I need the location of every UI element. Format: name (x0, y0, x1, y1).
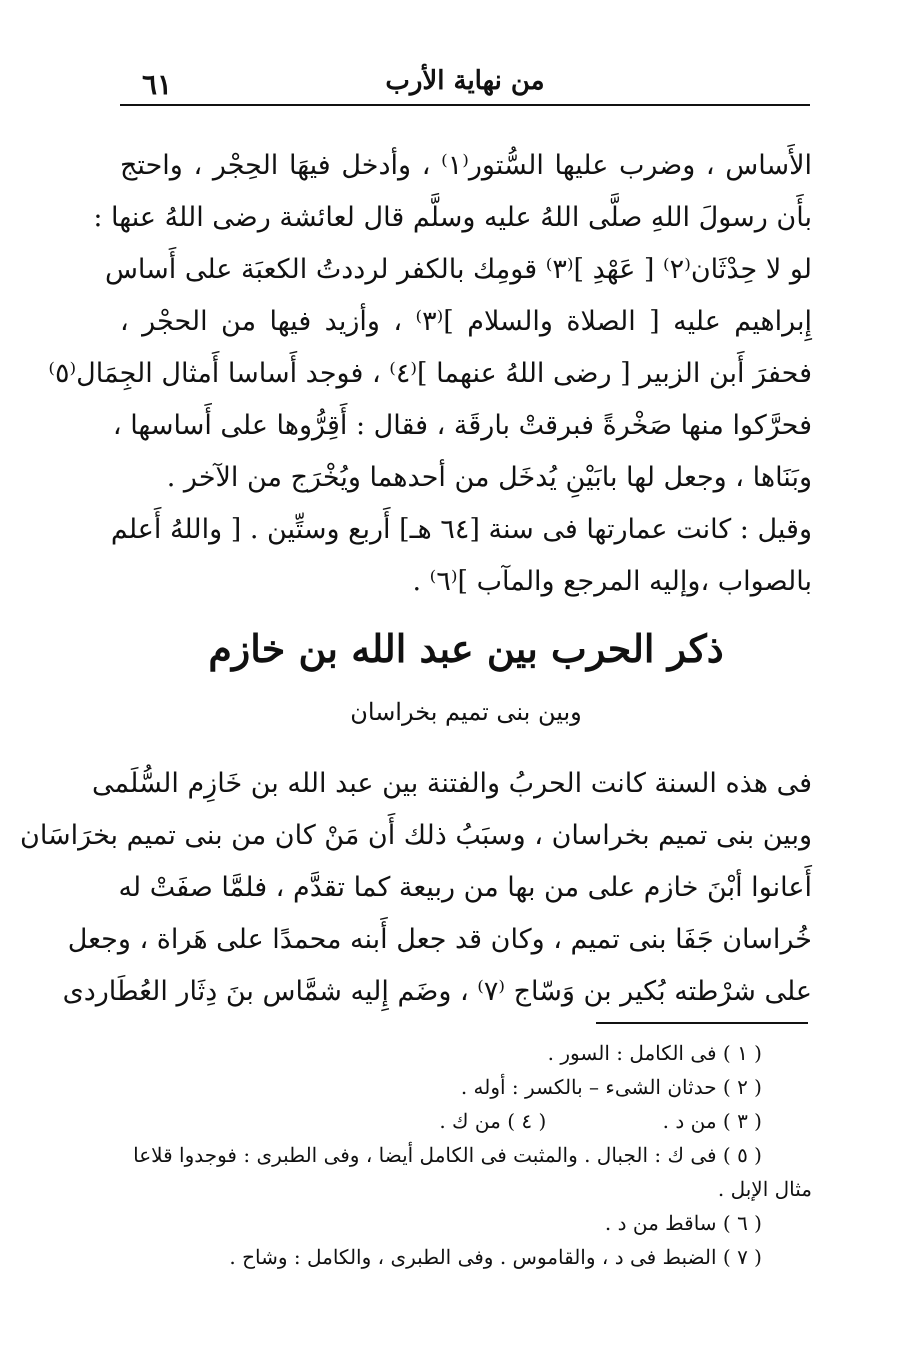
footnote-5-continuation: مثال الإبل . (717, 1177, 812, 1201)
footnote-divider (596, 1022, 808, 1024)
text-line: وقيل : كانت عمارتها فى سنة [٦٤ هـ] أَربع وستِّين . [ واللهُ أَعلم (110, 514, 812, 545)
page-header (120, 64, 810, 106)
text-line: فحفرَ أَبن الزبير [ رضى اللهُ عنهما ]⁽٤⁾ ، فوجد أَساسا أَمثال الجِمَال⁽٥⁾ (48, 358, 812, 389)
paragraph-khurasan-war (20, 758, 812, 1018)
text-line: إِبراهيم عليه [ الصلاة والسلام ]⁽٣⁾ ، وأزيد فيها من الحجْر ، (120, 306, 812, 337)
footnote-3-4 (120, 1104, 812, 1138)
text-line: أَعانوا أبْنَ خازم على من بها من ربيعة كما تقدَّم ، فلمَّا صفَتْ له (118, 872, 812, 903)
footnotes (120, 1036, 812, 1274)
footnote-1: ( ١ ) فى الكامل : السور . (547, 1041, 762, 1065)
text-line: وبين بنى تميم بخراسان ، وسبَبُ ذلك أَن مَنْ كان من بنى تميم بخرَاسَان (20, 820, 812, 851)
section-heading: ذكر الحرب بين عبد الله بن خازم (208, 626, 724, 671)
footnote-2: ( ٢ ) حدثان الشىء – بالكسر : أوله . (460, 1075, 762, 1099)
text-line: بالصواب ،وإليه المرجع والمآب ]⁽٦⁾ . (412, 566, 812, 597)
text-line: على شرْطته بُكير بن وَسّاج ⁽٧⁾ ، وضَم إِليه شمَّاس بنَ دِثَار العُطَاردى (62, 976, 812, 1007)
text-line: الأَساس ، وضرب عليها السُّتور⁽١⁾ ، وأدخل فيهَا الحِجْر ، واحتج (120, 150, 813, 181)
text-line: وبَنَاها ، وجعل لها بابَيْنِ يُدخَل من أحدهما ويُخْرَج من الآخر . (166, 462, 812, 493)
page-number: ٦١ (142, 68, 173, 101)
text-line: خُراسان جَفَا بنى تميم ، وكان قد جعل أَبنه محمدًا على هَراة ، وجعل (67, 924, 812, 955)
footnote-6: ( ٦ ) ساقط من د . (604, 1211, 762, 1235)
text-line: فحرَّكوا منها صَخْرةً فبرقتْ بارقَة ، فقال : أَقِرُّوها على أَساسها ، (112, 410, 812, 441)
footnote-5: ( ٥ ) فى ك : الجبال . والمثبت فى الكامل أيضا ، وفى الطبرى : فوجدوا قلاعا (133, 1143, 762, 1167)
running-title: من نهاية الأرب (385, 66, 545, 96)
footnote-4: ( ٤ ) من ك . (439, 1109, 547, 1133)
text-line: لو لا حِدْثَان⁽٢⁾ [ عَهْدِ ]⁽٣⁾ قومِك بالكفر لرددتُ الكعبَة على أَساس (104, 254, 812, 285)
section-subheading: وبين بنى تميم بخراسان (350, 698, 582, 726)
paragraph-kaaba-rebuilding (48, 140, 813, 608)
text-line: فى هذه السنة كانت الحربُ والفتنة بين عبد الله بن خَازِم السُّلَمى (92, 768, 812, 799)
footnote-3: ( ٣ ) من د . (662, 1109, 762, 1133)
text-line: بأَن رسولَ اللهِ صلَّى اللهُ عليه وسلَّم قال لعائشة رضى اللهُ عنها : (93, 202, 812, 233)
footnote-7: ( ٧ ) الضبط فى د ، والقاموس . وفى الطبرى ، والكامل : وشاح . (229, 1245, 762, 1269)
